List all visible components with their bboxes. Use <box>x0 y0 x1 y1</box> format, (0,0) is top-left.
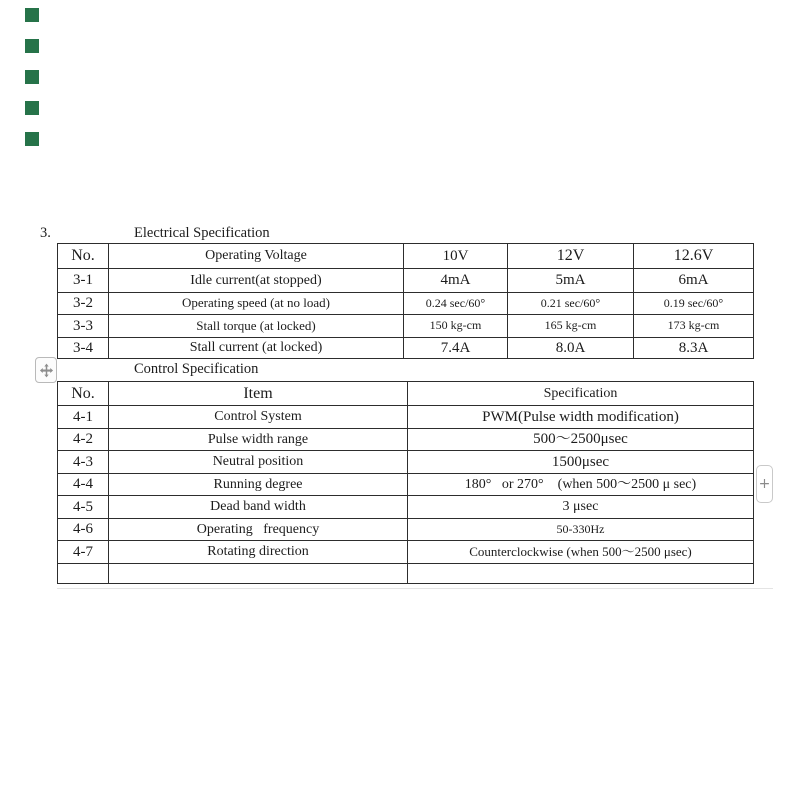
control-spec-table <box>57 381 754 584</box>
table-row <box>58 541 754 564</box>
move-handle-button[interactable] <box>35 357 57 383</box>
col-header-126v: 12.6V <box>634 244 754 269</box>
cell-item: Stall torque (at locked) <box>109 315 404 338</box>
cell-spec <box>408 564 754 584</box>
cell-no <box>58 564 109 584</box>
cell-item: Idle current(at stopped) <box>109 269 404 293</box>
table-row-empty <box>58 564 754 584</box>
cell-10v: 7.4A <box>404 338 508 359</box>
cell-10v: 0.24 sec/60° <box>404 293 508 315</box>
table-row <box>58 519 754 541</box>
col-header-12v: 12V <box>508 244 634 269</box>
cell-item: Pulse width range <box>109 429 408 451</box>
table-header-row <box>58 244 754 269</box>
scan-shadow-line <box>57 588 773 589</box>
cell-126v: 6mA <box>634 269 754 293</box>
cell-no: 4-5 <box>58 496 109 519</box>
table-row <box>58 451 754 474</box>
cell-item: Dead band width <box>109 496 408 519</box>
cell-10v: 150 kg-cm <box>404 315 508 338</box>
table-header-row <box>58 382 754 406</box>
cell-item: Stall current (at locked) <box>109 338 404 359</box>
green-swatch-3 <box>25 70 39 84</box>
cell-126v: 8.3A <box>634 338 754 359</box>
table-row <box>58 429 754 451</box>
cell-spec: Counterclockwise (when 500～2500 μsec) <box>408 541 754 564</box>
table-row <box>58 315 754 338</box>
cell-spec: 50-330Hz <box>408 519 754 541</box>
cell-126v: 0.19 sec/60° <box>634 293 754 315</box>
cell-126v: 173 kg-cm <box>634 315 754 338</box>
cell-spec: 1500μsec <box>408 451 754 474</box>
section4-title: Control Specification <box>134 361 259 377</box>
cell-no: 3-4 <box>58 338 109 359</box>
cell-no: 4-1 <box>58 406 109 429</box>
move-icon <box>39 363 54 378</box>
cell-no: 3-3 <box>58 315 109 338</box>
cell-item: Running degree <box>109 474 408 496</box>
col-header-item: Item <box>109 382 408 406</box>
cell-spec: 180° or 270° (when 500～2500 μ sec) <box>408 474 754 496</box>
table-row <box>58 474 754 496</box>
cell-12v: 0.21 sec/60° <box>508 293 634 315</box>
cell-no: 4-4 <box>58 474 109 496</box>
cell-12v: 165 kg-cm <box>508 315 634 338</box>
green-swatch-4 <box>25 101 39 115</box>
cell-item: Rotating direction <box>109 541 408 564</box>
cell-item <box>109 564 408 584</box>
cell-spec: 3 μsec <box>408 496 754 519</box>
cell-spec: 500～2500μsec <box>408 429 754 451</box>
cell-12v: 5mA <box>508 269 634 293</box>
green-swatch-5 <box>25 132 39 146</box>
col-header-10v: 10V <box>404 244 508 269</box>
cell-no: 4-2 <box>58 429 109 451</box>
table-row <box>58 293 754 315</box>
electrical-spec-table <box>57 243 754 359</box>
cell-no: 4-6 <box>58 519 109 541</box>
cell-no: 3-2 <box>58 293 109 315</box>
cell-12v: 8.0A <box>508 338 634 359</box>
section3-title: Electrical Specification <box>134 225 270 241</box>
col-header-voltage: Operating Voltage <box>109 244 404 269</box>
table-row <box>58 338 754 359</box>
table-row <box>58 269 754 293</box>
cell-item: Control System <box>109 406 408 429</box>
green-swatch-1 <box>25 8 39 22</box>
col-header-no: No. <box>58 244 109 269</box>
cell-item: Neutral position <box>109 451 408 474</box>
col-header-spec: Specification <box>408 382 754 406</box>
table-row <box>58 496 754 519</box>
cell-no: 4-7 <box>58 541 109 564</box>
green-swatch-2 <box>25 39 39 53</box>
cell-no: 4-3 <box>58 451 109 474</box>
cell-spec: PWM(Pulse width modification) <box>408 406 754 429</box>
cell-item: Operating speed (at no load) <box>109 293 404 315</box>
cell-no: 3-1 <box>58 269 109 293</box>
col-header-no: No. <box>58 382 109 406</box>
cell-item: Operating frequency <box>109 519 408 541</box>
expand-plus-button[interactable]: + <box>756 465 773 503</box>
cell-10v: 4mA <box>404 269 508 293</box>
section3-number: 3. <box>40 225 51 241</box>
table-row <box>58 406 754 429</box>
